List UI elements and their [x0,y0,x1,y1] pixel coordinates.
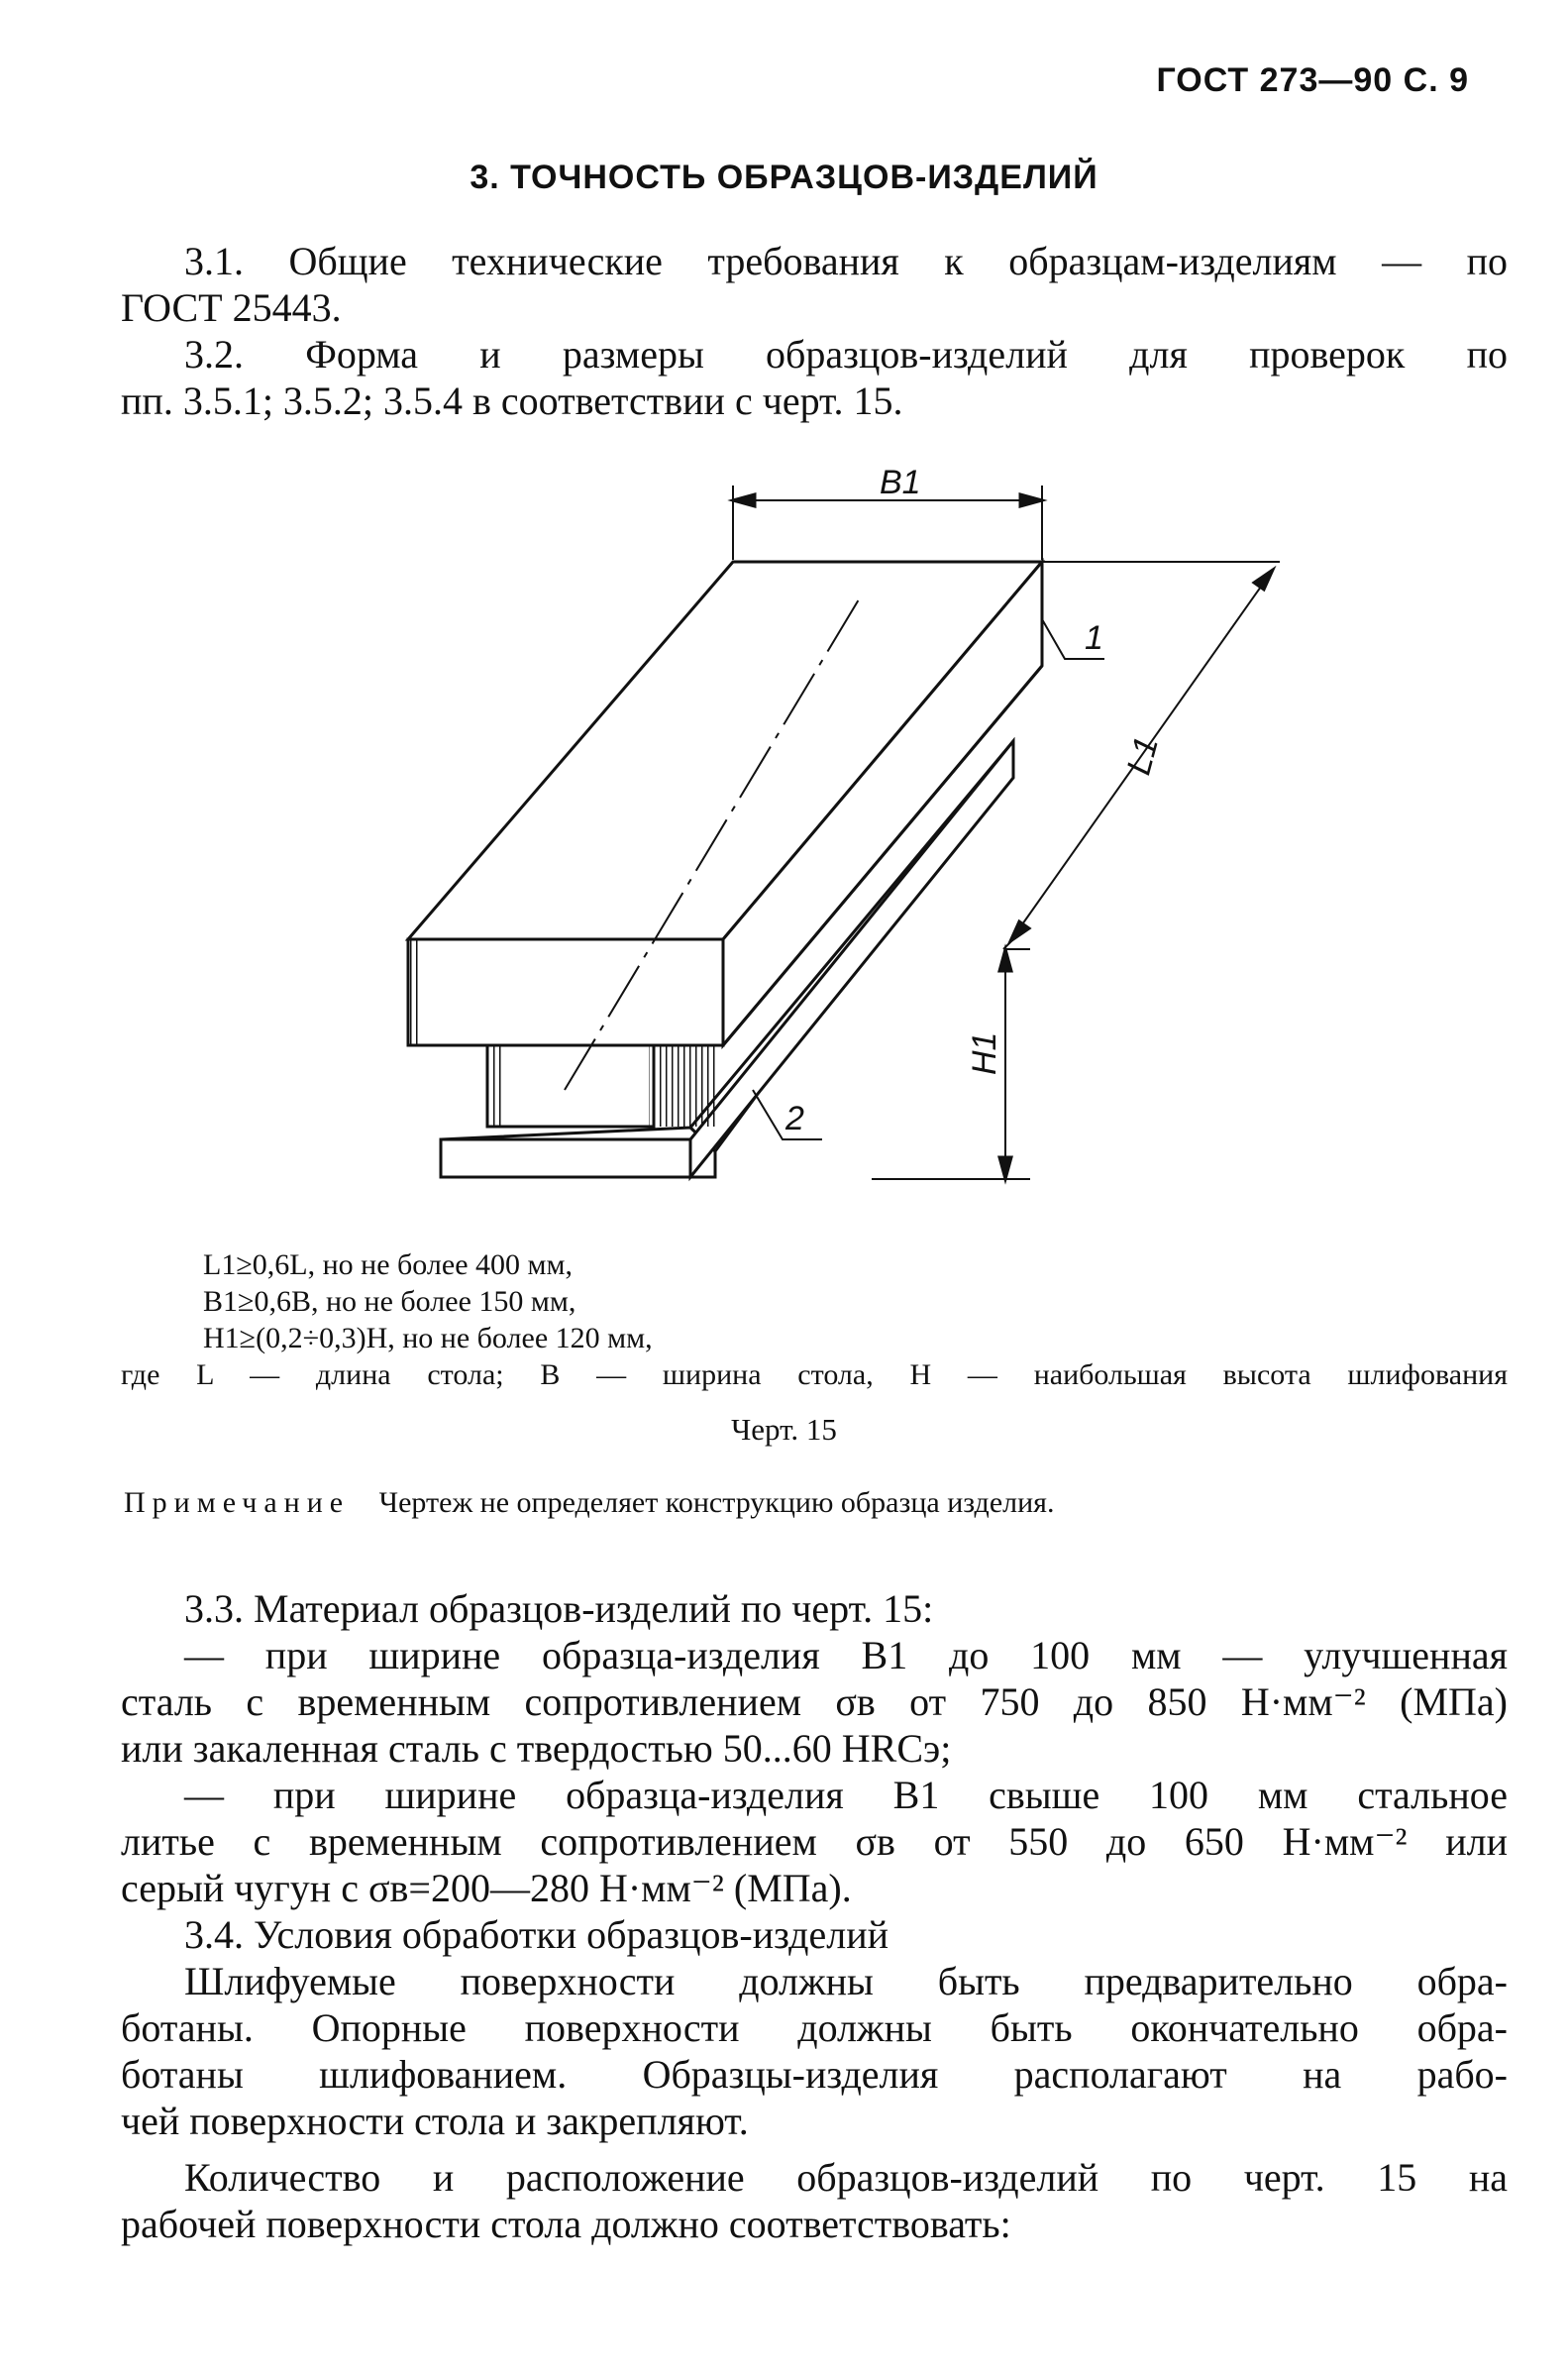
p3-3-c1: — при ширине образца-изделия B1 свыше 100 мм стальное [184,1773,1508,1817]
p3-4-l4: чей поверхности стола и закрепляют. [121,2099,749,2143]
p-last-l2: рабочей поверхности стола должно соответствовать: [121,2202,1011,2246]
p3-1-line2: ГОСТ 25443. [121,285,342,330]
page-header: ГОСТ 273—90 С. 9 [1156,61,1469,99]
note [124,1486,1451,1520]
p-last-l1: Количество и расположение образцов-изделий по черт. 15 на [184,2155,1508,2200]
condition-h1: H1≥(0,2÷0,3)H, но не более 120 мм, [203,1322,653,1354]
p3-3-c2: литье с временным сопротивлением σв от 550 до 650 Н·мм⁻² или [121,1819,1508,1864]
p3-4-title: 3.4. Условия обработки образцов-изделий [184,1912,889,1957]
p3-3-c3: серый чугун с σв=200—280 Н·мм⁻² (МПа). [121,1866,852,1910]
p3-1-line1: 3.1. Общие технические требования к образцам-изделиям — по [184,239,1508,283]
condition-where: где L — длина стола; B — ширина стола, H — наибольшая высота шлифования [121,1358,1508,1391]
note-label: Примечание [124,1486,351,1519]
p3-3-b2: сталь с временным сопротивлением σв от 750 до 850 Н·мм⁻² (МПа) [121,1679,1508,1724]
label-1: 1 [1085,619,1103,657]
p3-2-line1: 3.2. Форма и размеры образцов-изделий для проверок по [184,332,1508,377]
p3-4-l1: Шлифуемые поверхности должны быть предварительно обра- [184,1959,1508,2003]
p3-4-l3: ботаны шлифованием. Образцы-изделия располагают на рабо- [121,2052,1508,2097]
label-b1: B1 [880,464,921,501]
label-2: 2 [785,1100,804,1137]
condition-l1: L1≥0,6L, но не более 400 мм, [203,1248,573,1281]
section-title: 3. ТОЧНОСТЬ ОБРАЗЦОВ-ИЗДЕЛИЙ [470,159,1098,196]
condition-b1: B1≥0,6B, но не более 150 мм, [203,1285,576,1318]
label-l1: L1 [1119,732,1167,779]
p3-3-b1: — при ширине образца-изделия B1 до 100 мм — улучшенная [184,1633,1508,1677]
label-h1: H1 [966,1031,1003,1075]
p3-3-b3: или закаленная сталь с твердостью 50...60 HRCэ; [121,1726,952,1771]
p3-4-l2: ботаны. Опорные поверхности должны быть окончательно обра- [121,2005,1508,2050]
p3-2-line2: пп. 3.5.1; 3.5.2; 3.5.4 в соответствии с черт. 15. [121,378,903,423]
note-text: Чертеж не определяет конструкцию образца изделия. [378,1486,1055,1519]
p3-3-title: 3.3. Материал образцов-изделий по черт. 15: [184,1586,934,1631]
figure-caption: Черт. 15 [731,1412,837,1447]
